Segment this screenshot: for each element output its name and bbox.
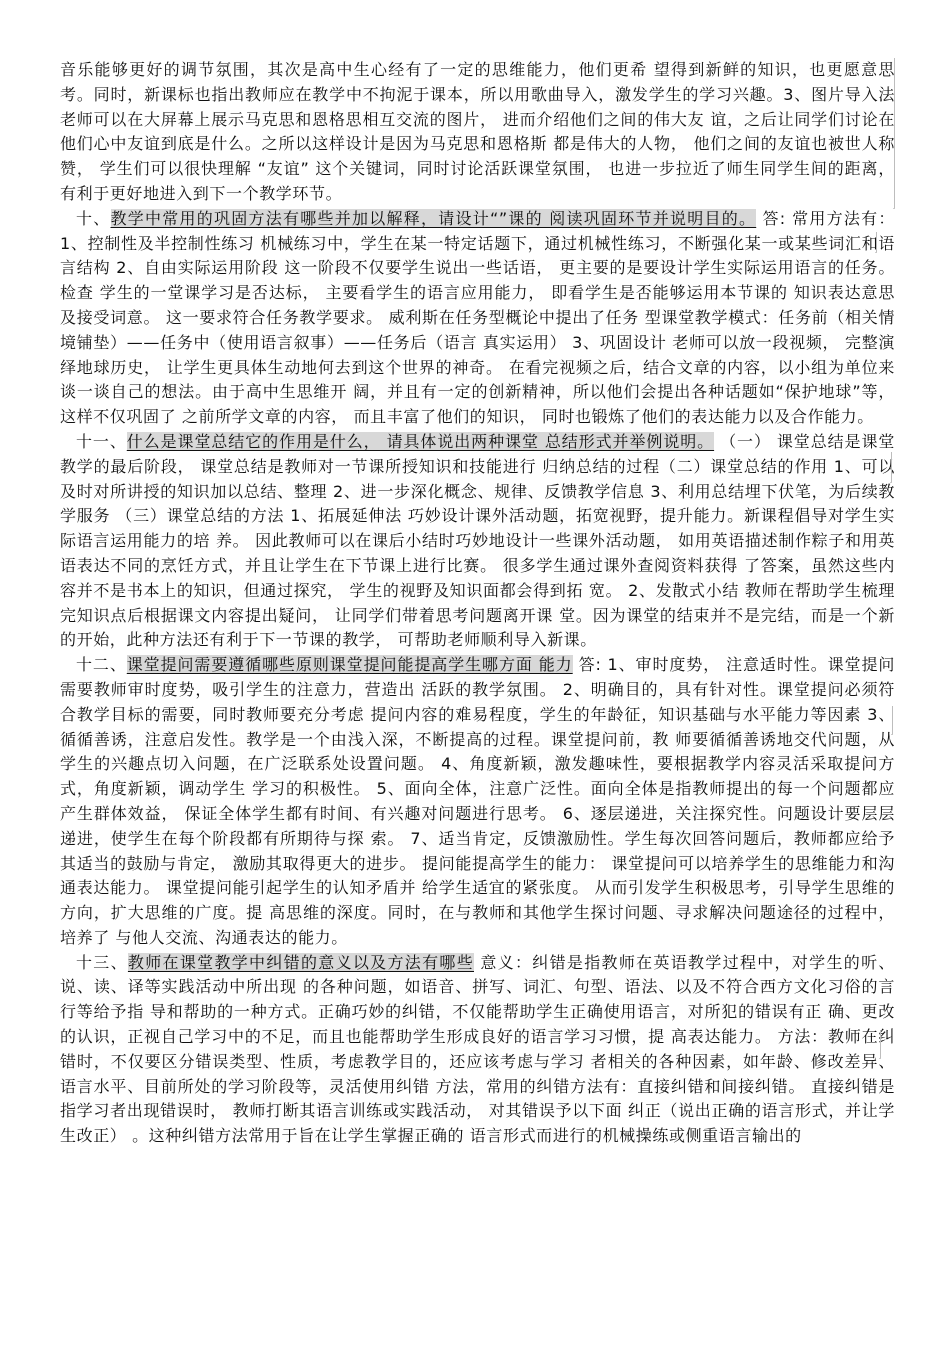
scan-edge-line: [891, 706, 893, 735]
section-number: 十、: [76, 208, 111, 228]
section-10: [60, 207, 895, 430]
section-question: 教学中常用的巩固方法有哪些并加以解释，请设计“”课的 阅读巩固环节并说明目的。: [110, 208, 757, 228]
section-question: 什么是课堂总结它的作用是什么， 请具体说出两种课堂 总结形式并举例说明。: [126, 431, 715, 451]
section-answer: 答: 常用方法有： 1、控制性及半控制性练习 机械练习中，学生在某一特定话题下，通过机械性练习，不断强化某一或某些词汇和语 言结构 2、自由实际运用阶段 这一阶段不仅要学生说出一些话语， 更主要的是要设计学生实际运用语言的任务。 检查 学生的一堂课学习是否达标， 主要看学生的语言应用能力， 即看学生是否能够运用本节课的 知识表达意思及接受词意。 这一要求符合任务教学要求。 威利斯在任务型概论中提出了任务 型课堂教学模式：任务前（相关情境铺垫）——任务中（使用语言叙事）——任务后（语言 真实运用） 3、巩固设计 老师可以放一段视频， 完整演绎地球历史， 让学生更具体生动地何去到这个世界的神奇。 在看完视频之后，结合文章的内容，以小组为单位来谈一谈自己的想法。由于高中生思维开 阔，并且有一定的创新精神，所以他们会提出各种话题如“保护地球”等，这样不仅巩固了 之前所学文章的内容， 而且丰富了他们的知识， 同时也锻炼了他们的表达能力以及合作能力。: [60, 208, 895, 427]
scan-edge-line: [893, 58, 895, 209]
scan-edge-line: [879, 1030, 881, 1059]
section-number: 十一、: [76, 431, 127, 451]
section-answer: 答: 1、审时度势， 注意适时性。课堂提问需要教师审时度势，吸引学生的注意力，营造出 活跃的教学氛围。 2、明确目的，具有针对性。课堂提问必须符合教学目标的需要，同时教师要充分考虑 提问内容的难易程度，学生的年龄征，知识基础与水平能力等因素 3、循循善诱，注意启发性。教学是一个由浅入深，不断提高的过程。课堂提问前，教 师要循循善诱地交代问题，从学生的兴趣点切入问题，在广泛联系处设置问题。 4、角度新颖，激发趣味性，要根据教学内容灵活采取提问方式，角度新颖，调动学生 学习的积极性。 5、面向全体，注意广泛性。面向全体是指教师提出的每一个问题都应产生群体效益， 保证全体学生都有时间、有兴趣对问题进行思考。 6、逐层递进，关注探究性。问题设计要层层递进，使学生在每个阶段都有所期待与探 索。 7、适当肯定，反馈激励性。学生每次回答问题后，教师都应给予其适当的鼓励与肯定， 激励其取得更大的进步。 提问能提高学生的能力： 课堂提问可以培养学生的思维能力和沟通表达能力。 课堂提问能引起学生的认知矛盾并 给学生适宜的紧张度。 从而引发学生积极思考，引导学生思维的方向，扩大思维的广度。提 高思维的深度。同时，在与教师和其他学生探讨问题、寻求解决问题途径的过程中，培养了 与他人交流、沟通表达的能力。: [60, 655, 895, 947]
scan-edge-line: [875, 232, 877, 253]
section-11: [60, 430, 895, 653]
intro-paragraph: 音乐能够更好的调节氛围，其次是高中生心经有了一定的思维能力，他们更希 望得到新鲜的知识，也更愿意思考。同时，新课标也指出教师应在教学中不拘泥于课本，所以用歌曲导入，激发学生的学习兴趣。3、图片导入法 老师可以在大屏幕上展示马克思和恩格思相互交流的图片， 进而介绍他们之间的伟大友 谊，之后让同学们讨论在他们心中友谊到底是什么。之所以这样设计是因为马克思和恩格斯 都是伟大的人物， 他们之间的友谊也被世人称赞， 学生们可以很快理解 “友谊” 这个关键词，同时讨论活跃课堂氛围， 也进一步拉近了师生同学生间的距离， 有利于更好地进入到下一个教学环节。: [60, 60, 895, 203]
section-answer: 意义：纠错是指教师在英语教学过程中，对学生的听、说、读、译等实践活动中所出现 的各种问题，如语音、拼写、词汇、句型、语法、以及不符合西方文化习俗的言行等给予指 导和帮助的一种方式。正确巧妙的纠错，不仅能帮助学生正确使用语言，对所犯的错误有正 确、更改的认识，正视自己学习中的不足，而且也能帮助学生形成良好的语言学习习惯，提 高表达能力。 方法：教师在纠错时，不仅要区分错误类型、性质，考虑教学目的，还应该考虑与学习 者相关的各种因素，如年龄、修改差异、语言水平、目前所处的学习阶段等，灵活使用纠错 方法，常用的纠错方法有：直接纠错和间接纠错。 直接纠错是指学习者出现错误时， 教师打断其语言训练或实践活动， 对其错误予以下面 纠正（说出正确的语言形式，并让学生改正） 。这种纠错方法常用于旨在让学生掌握正确的 语言形式而进行的机械操练或侧重语言输出的: [60, 952, 895, 1146]
section-13: [60, 951, 895, 1149]
section-question: 教师在课堂教学中纠错的意义以及方法有哪些: [127, 952, 474, 972]
section-number: 十三、: [76, 952, 128, 972]
section-answer: （一） 课堂总结是课堂教学的最后阶段， 课堂总结是教师对一节课所授知识和技能进行 归纳总结的过程（二）课堂总结的作用 1、可以及时对所讲授的知识加以总结、整理 2、进一步深化概念、规律、反馈教学信息 3、利用总结埋下伏笔，为后续教学服务 （三）课堂总结的方法 1、拓展延伸法 巧妙设计课外活动题，拓宽视野，提升能力。新课程倡导对学生实际语言运用能力的培 养。 因此教师可以在课后小结时巧妙地设计一些课外活动题， 如用英语描述制作粽子和用英 语表达不同的烹饪方式，并且让学生在下节课上进行比赛。 很多学生通过课外查阅资料获得 了答案，虽然这些内容并不是书本上的知识，但通过探究， 学生的视野及知识面都会得到拓 宽。 2、发散式小结 教师在帮助学生梳理完知识点后根据课文内容提出疑问， 让同学们带着思考问题离开课 堂。因为课堂的结束并不是完结，而是一个新的开始，此种方法还有利于下一节课的教学， 可帮助老师顺利导入新课。: [60, 431, 895, 650]
scan-edge-line: [890, 452, 892, 483]
section-number: 十二、: [76, 655, 127, 675]
section-question: 课堂提问需要遵循哪些原则课堂提问能提高学生哪方面 能力: [126, 655, 573, 675]
document-page: [60, 58, 895, 1149]
section-12: [60, 653, 895, 951]
